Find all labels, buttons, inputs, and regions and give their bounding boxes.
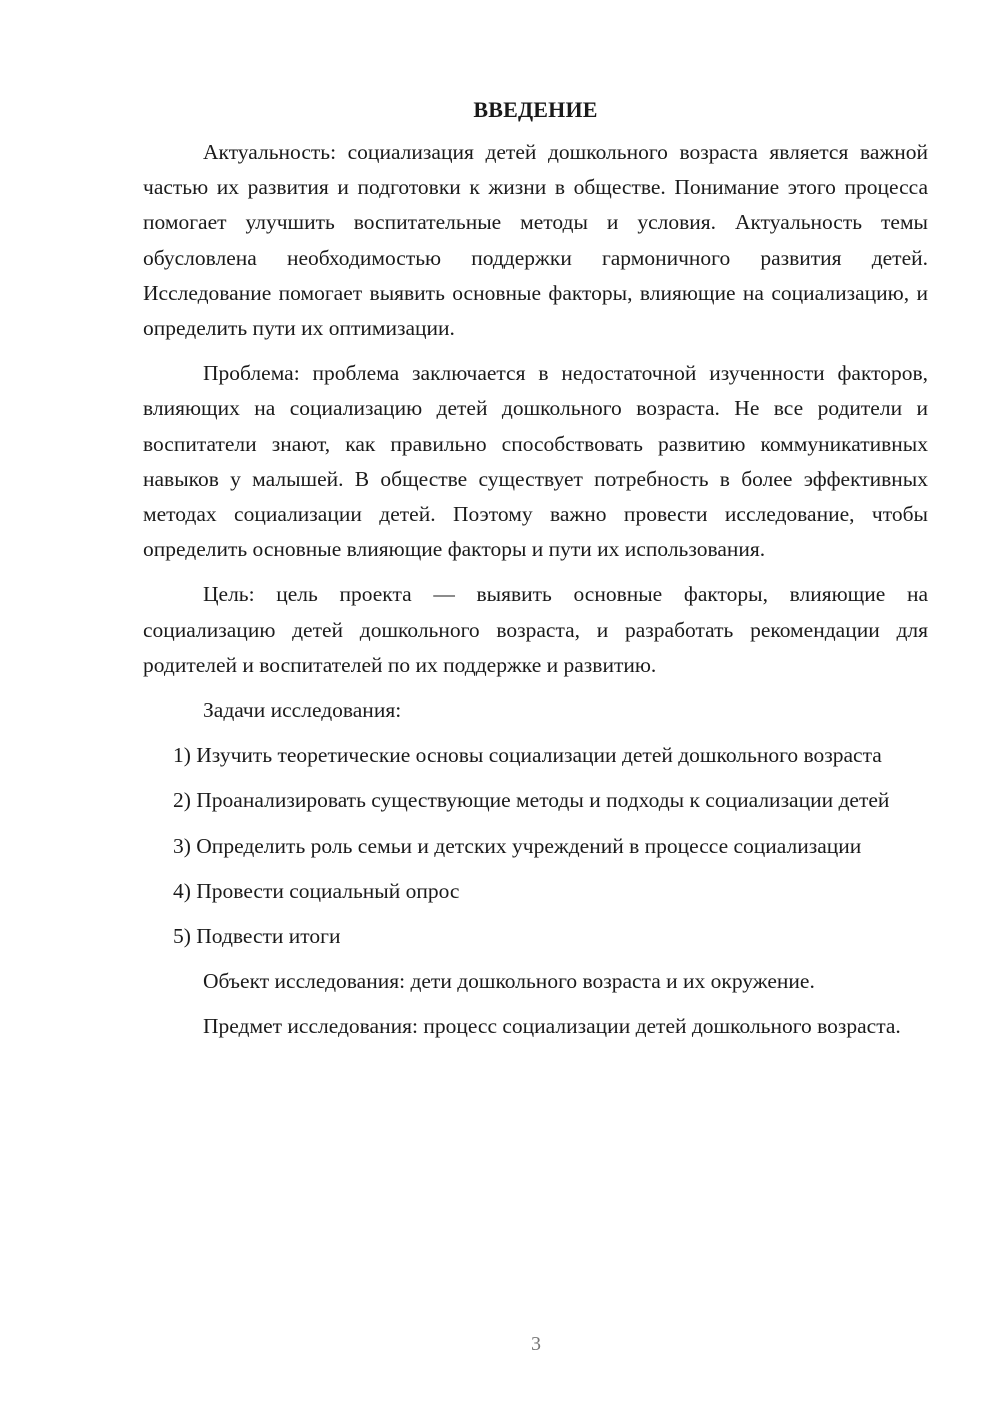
task-item-1: 1) Изучить теоретические основы социализации детей дошкольного возраста [173, 743, 882, 768]
task-item-3: 3) Определить роль семьи и детских учреждений в процессе социализации [173, 833, 862, 858]
research-subject-paragraph: Предмет исследования: процесс социализации детей дошкольного возраста. [203, 1014, 901, 1039]
page-title: ВВЕДЕНИЕ [473, 97, 598, 122]
relevance-paragraph: Актуальность: социализация детей дошкольного возраста является важной частью их развития и подготовки к жизни в обществе. Понимание этого процесса помогает улучшить воспитательные методы и условия. Актуальность темы обусловлена необходимостью поддержки гармоничного развития детей. Исследование помогает выявить основные факторы, влияющие на социализацию, и определить пути их оптимизации. [143, 140, 928, 341]
task-item-2: 2) Проанализировать существующие методы и подходы к социализации детей [173, 788, 890, 813]
tasks-heading: Задачи исследования: [203, 698, 402, 723]
problem-paragraph: Проблема: проблема заключается в недостаточной изученности факторов, влияющих на социализацию детей дошкольного возраста. Не все родители и воспитатели знают, как правильно способствовать развитию коммуникативных навыков у малышей. В обществе существует потребность в более эффективных методах социализации детей. Поэтому важно провести исследование, чтобы определить основные влияющие факторы и пути их использования. [143, 361, 928, 562]
goal-paragraph: Цель: цель проекта — выявить основные факторы, влияющие на социализацию детей дошкольного возраста, и разработать рекомендации для родителей и воспитателей по их поддержке и развитию. [143, 582, 928, 677]
page-content [143, 92, 928, 1055]
page-number: 3 [531, 1333, 541, 1355]
research-object-paragraph: Объект исследования: дети дошкольного возраста и их окружение. [203, 969, 815, 994]
task-item-4: 4) Провести социальный опрос [173, 878, 460, 903]
task-item-5: 5) Подвести итоги [173, 924, 341, 949]
